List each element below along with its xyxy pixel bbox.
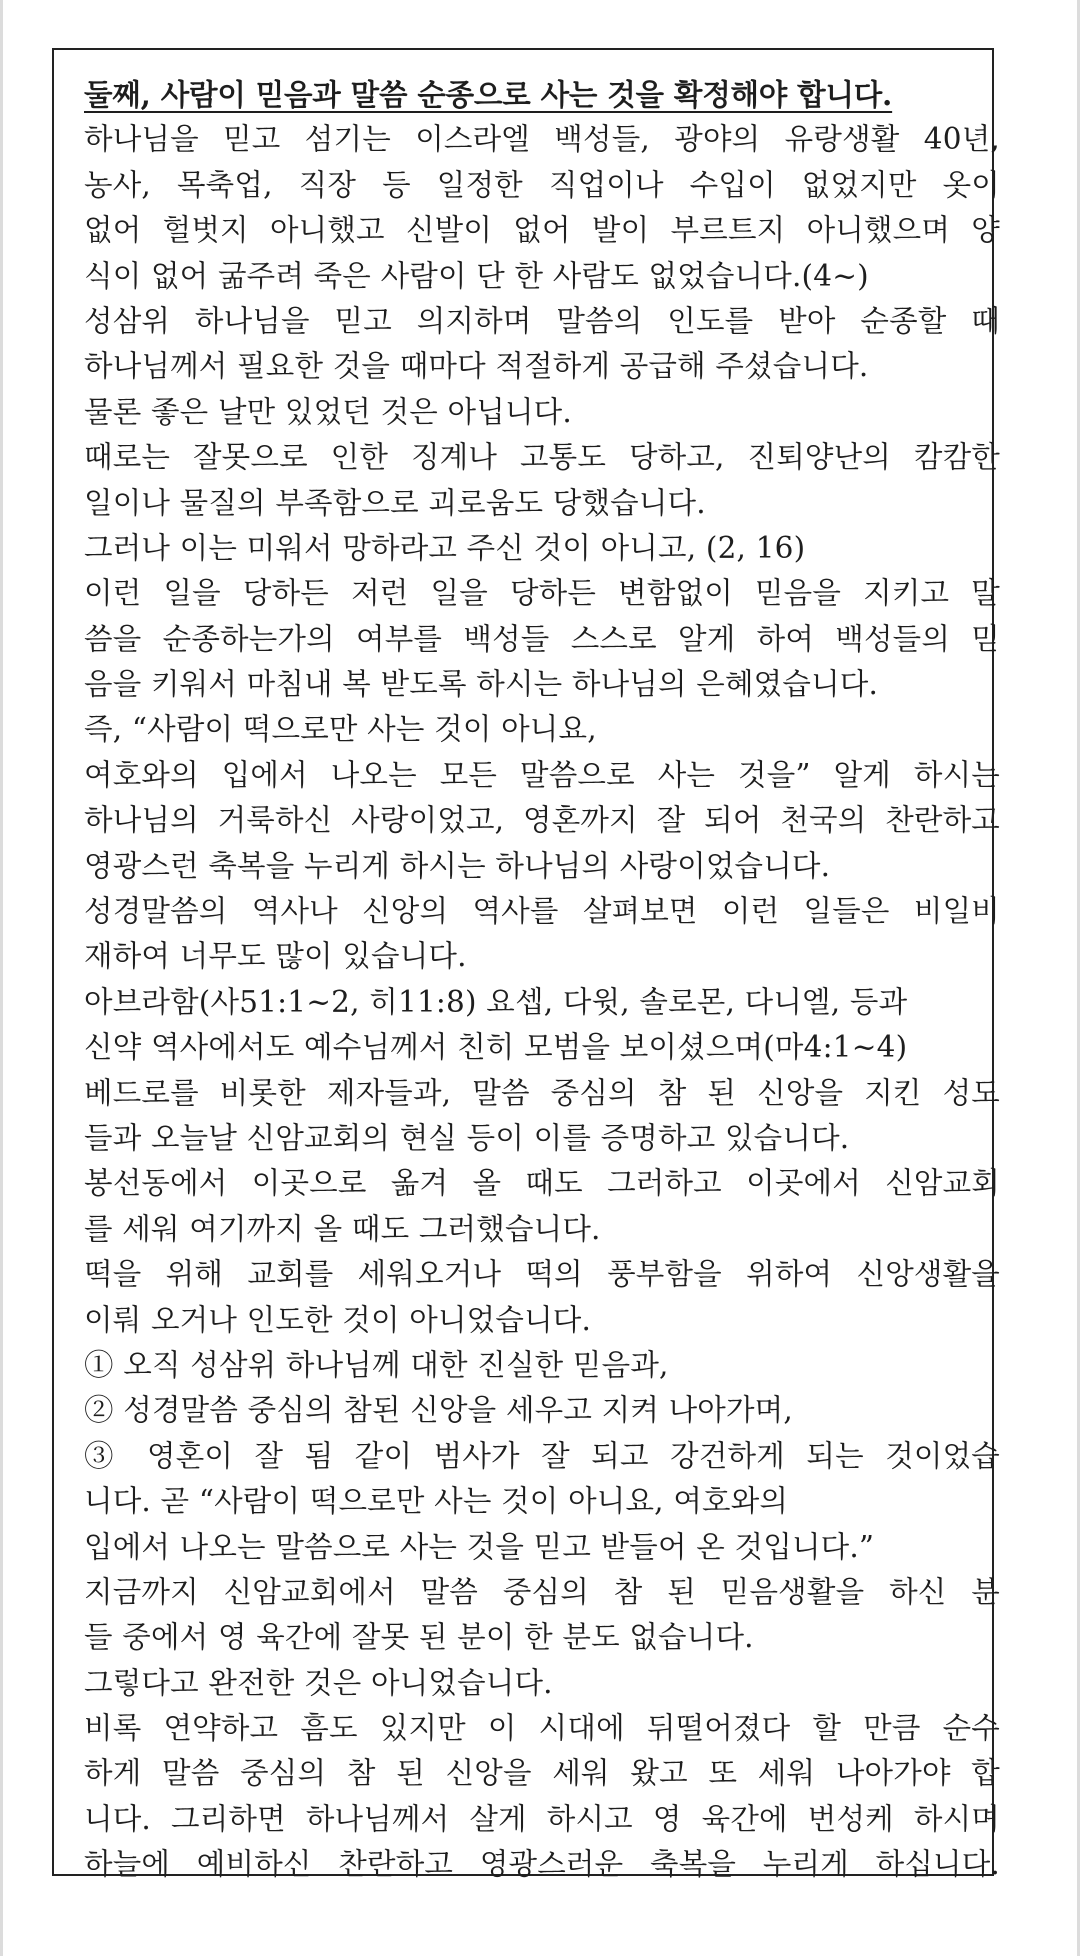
text-line: 그러나 이는 미워서 망하라고 주신 것이 아니고, (2, 16)	[84, 530, 806, 565]
text-line: 들과 오늘날 신암교회의 현실 등이 이를 증명하고 있습니다.	[84, 1120, 850, 1155]
text-line: 하나님께서 필요한 것을 때마다 적절하게 공급해 주셨습니다.	[84, 349, 869, 384]
text-line: 입에서 나오는 말씀으로 사는 것을 믿고 받들어 온 것입니다.”	[84, 1529, 875, 1564]
text-line: 음을 키워서 마침내 복 받도록 하시는 하나님의 은혜였습니다.	[84, 667, 879, 702]
text-line: 그렇다고 완전한 것은 아니었습니다.	[84, 1665, 553, 1700]
numbered-item: ② 성경말씀 중심의 참된 신앙을 세우고 지켜 나아가며,	[84, 1393, 793, 1428]
text-line: 봉선동에서 이곳으로 옮겨 올 때도 그러하고 이곳에서 신암교회	[84, 1166, 1000, 1201]
numbered-item: ③ 영혼이 잘 됨 같이 범사가 잘 되고 강건하게 되는 것이었습	[84, 1438, 1000, 1473]
document-body	[84, 72, 1000, 1888]
text-line: 성경말씀의 역사나 신앙의 역사를 살펴보면 이런 일들은 비일비	[84, 894, 1000, 929]
text-line: 성삼위 하나님을 믿고 의지하며 말씀의 인도를 받아 순종할 때	[84, 303, 1000, 338]
page-edge-left	[0, 0, 3, 1956]
text-line: 니다. 곧 “사람이 떡으로만 사는 것이 아니요, 여호와의	[84, 1484, 789, 1519]
text-line: 때로는 잘못으로 인한 징계나 고통도 당하고, 진퇴양난의 캄캄한	[84, 440, 1000, 475]
text-line: 하늘에 예비하신 찬란하고 영광스러운 축복을 누리게 하십니다.	[84, 1847, 1000, 1882]
text-line: 니다. 그리하면 하나님께서 살게 하시고 영 육간에 번성케 하시며	[84, 1801, 1000, 1836]
text-line: 비록 연약하고 흠도 있지만 이 시대에 뒤떨어졌다 할 만큼 순수	[84, 1711, 1000, 1746]
text-line: 재하여 너무도 많이 있습니다.	[84, 939, 467, 974]
section-heading: 둘째, 사람이 믿음과 말씀 순종으로 사는 것을 확정해야 합니다.	[84, 77, 893, 112]
text-line: 하게 말씀 중심의 참 된 신앙을 세워 왔고 또 세워 나아가야 합	[84, 1756, 1000, 1791]
text-line: 여호와의 입에서 나오는 모든 말씀으로 사는 것을” 알게 하시는	[84, 757, 1000, 792]
text-line: 하나님을 믿고 섬기는 이스라엘 백성들, 광야의 유랑생활 40년,	[84, 122, 1000, 157]
text-line: 씀을 순종하는가의 여부를 백성들 스스로 알게 하여 백성들의 믿	[84, 621, 1000, 656]
text-line: 영광스런 축복을 누리게 하시는 하나님의 사랑이었습니다.	[84, 848, 831, 883]
text-line: 이뤄 오거나 인도한 것이 아니었습니다.	[84, 1302, 592, 1337]
text-line: 지금까지 신암교회에서 말씀 중심의 참 된 믿음생활을 하신 분	[84, 1574, 1000, 1609]
text-line: 하나님의 거룩하신 사랑이었고, 영혼까지 잘 되어 천국의 찬란하고	[84, 803, 1000, 838]
text-line: 신약 역사에서도 예수님께서 친히 모범을 보이셨으며(마4:1~4)	[84, 1030, 908, 1065]
text-line: 베드로를 비롯한 제자들과, 말씀 중심의 참 된 신앙을 지킨 성도	[84, 1075, 1000, 1110]
text-line: 이런 일을 당하든 저런 일을 당하든 변함없이 믿음을 지키고 말	[84, 576, 1000, 611]
text-line: 를 세워 여기까지 올 때도 그러했습니다.	[84, 1211, 601, 1246]
numbered-item: ① 오직 성삼위 하나님께 대한 진실한 믿음과,	[84, 1347, 669, 1382]
text-line: 없어 헐벗지 아니했고 신발이 없어 발이 부르트지 아니했으며 양	[84, 213, 1000, 248]
text-line: 물론 좋은 날만 있었던 것은 아닙니다.	[84, 394, 572, 429]
text-line: 식이 없어 굶주려 죽은 사람이 단 한 사람도 없었습니다.(4~)	[84, 258, 869, 293]
text-line: 들 중에서 영 육간에 잘못 된 분이 한 분도 없습니다.	[84, 1620, 754, 1655]
text-line: 아브라함(사51:1~2, 히11:8) 요셉, 다윗, 솔로몬, 다니엘, 등과	[84, 984, 908, 1019]
text-line: 일이나 물질의 부족함으로 괴로움도 당했습니다.	[84, 485, 706, 520]
text-line: 떡을 위해 교회를 세워오거나 떡의 풍부함을 위하여 신앙생활을	[84, 1257, 1000, 1292]
text-line: 농사, 목축업, 직장 등 일정한 직업이나 수입이 없었지만 옷이	[84, 167, 1000, 202]
text-line: 즉, “사람이 떡으로만 사는 것이 아니요,	[84, 712, 597, 747]
